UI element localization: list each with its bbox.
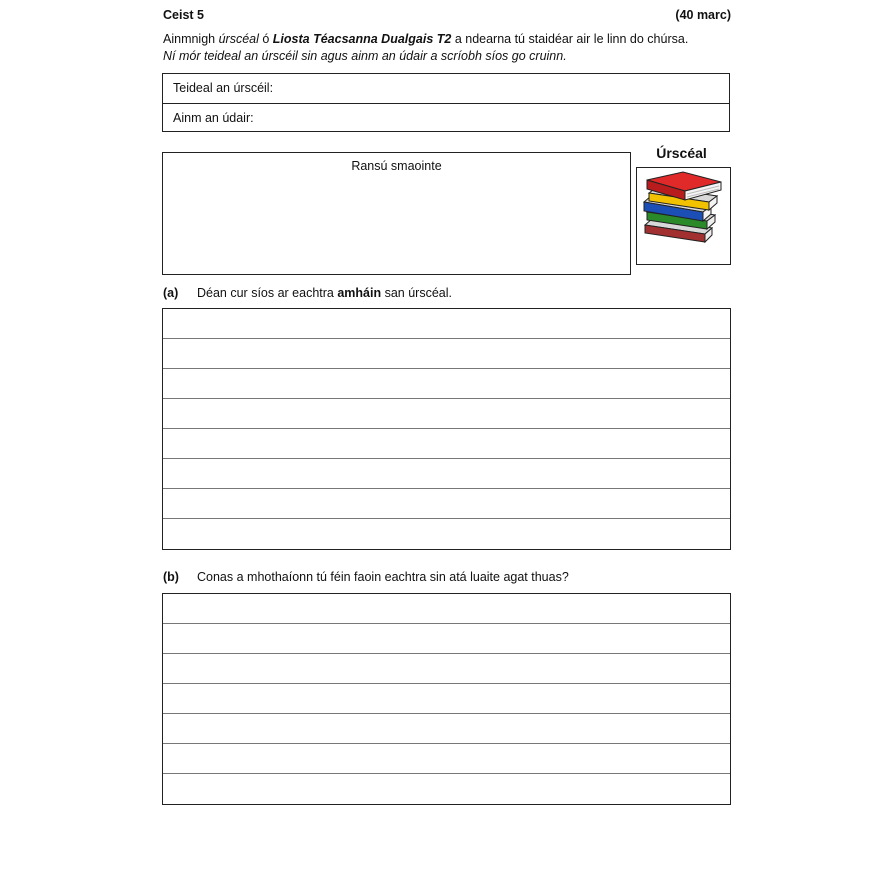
answer-line[interactable]	[163, 594, 730, 624]
question-a-emphasis: amháin	[337, 286, 382, 300]
answer-line[interactable]	[163, 309, 730, 339]
instruction-text: Ainmnigh	[163, 32, 219, 46]
question-a-text: Déan cur síos ar eachtra	[197, 286, 338, 300]
marks-label: (40 marc)	[675, 8, 731, 22]
answer-box-a[interactable]	[162, 308, 731, 550]
brainstorm-box[interactable]	[162, 152, 631, 275]
answer-line[interactable]	[163, 519, 730, 549]
instruction-text: ó	[258, 32, 273, 46]
answer-line[interactable]	[163, 399, 730, 429]
brainstorm-title: Ransú smaointe	[351, 159, 442, 173]
answer-line[interactable]	[163, 429, 730, 459]
answer-line[interactable]	[163, 684, 730, 714]
question-a-letter: (a)	[163, 286, 179, 300]
question-b-label	[163, 570, 569, 584]
instruction-text: a ndearna tú staidéar air le linn do chúrsa.	[451, 32, 689, 46]
answer-line[interactable]	[163, 714, 730, 744]
novel-image-label: Úrscéal	[656, 145, 707, 161]
instruction-text-list: Liosta Téacsanna Dualgais T2	[272, 32, 452, 46]
answer-line[interactable]	[163, 654, 730, 684]
question-a-text-end: san úrscéal.	[381, 286, 452, 300]
question-b-letter: (b)	[163, 570, 179, 584]
title-field[interactable]	[163, 74, 729, 103]
question-number: Ceist 5	[163, 8, 204, 22]
instruction-novel-word: úrscéal	[218, 32, 259, 46]
answer-line[interactable]	[163, 459, 730, 489]
answer-line[interactable]	[163, 774, 730, 804]
answer-line[interactable]	[163, 624, 730, 654]
novel-image-frame	[636, 167, 731, 265]
novel-info-box	[162, 73, 730, 132]
stack-of-books-icon	[637, 168, 730, 264]
question-b-text: Conas a mhothaíonn tú féin faoin eachtra sin atá luaite agat thuas?	[197, 570, 569, 584]
answer-line[interactable]	[163, 489, 730, 519]
answer-line[interactable]	[163, 339, 730, 369]
question-a-label	[163, 286, 452, 300]
author-label: Ainm an údair:	[173, 111, 254, 125]
instruction-line-1	[163, 32, 688, 46]
instruction-line-2: Ní mór teideal an úrscéil sin agus ainm an údair a scríobh síos go cruinn.	[163, 49, 567, 63]
title-label: Teideal an úrscéil:	[173, 81, 274, 95]
answer-line[interactable]	[163, 369, 730, 399]
answer-box-b[interactable]	[162, 593, 731, 805]
answer-line[interactable]	[163, 744, 730, 774]
author-field[interactable]	[163, 103, 729, 131]
